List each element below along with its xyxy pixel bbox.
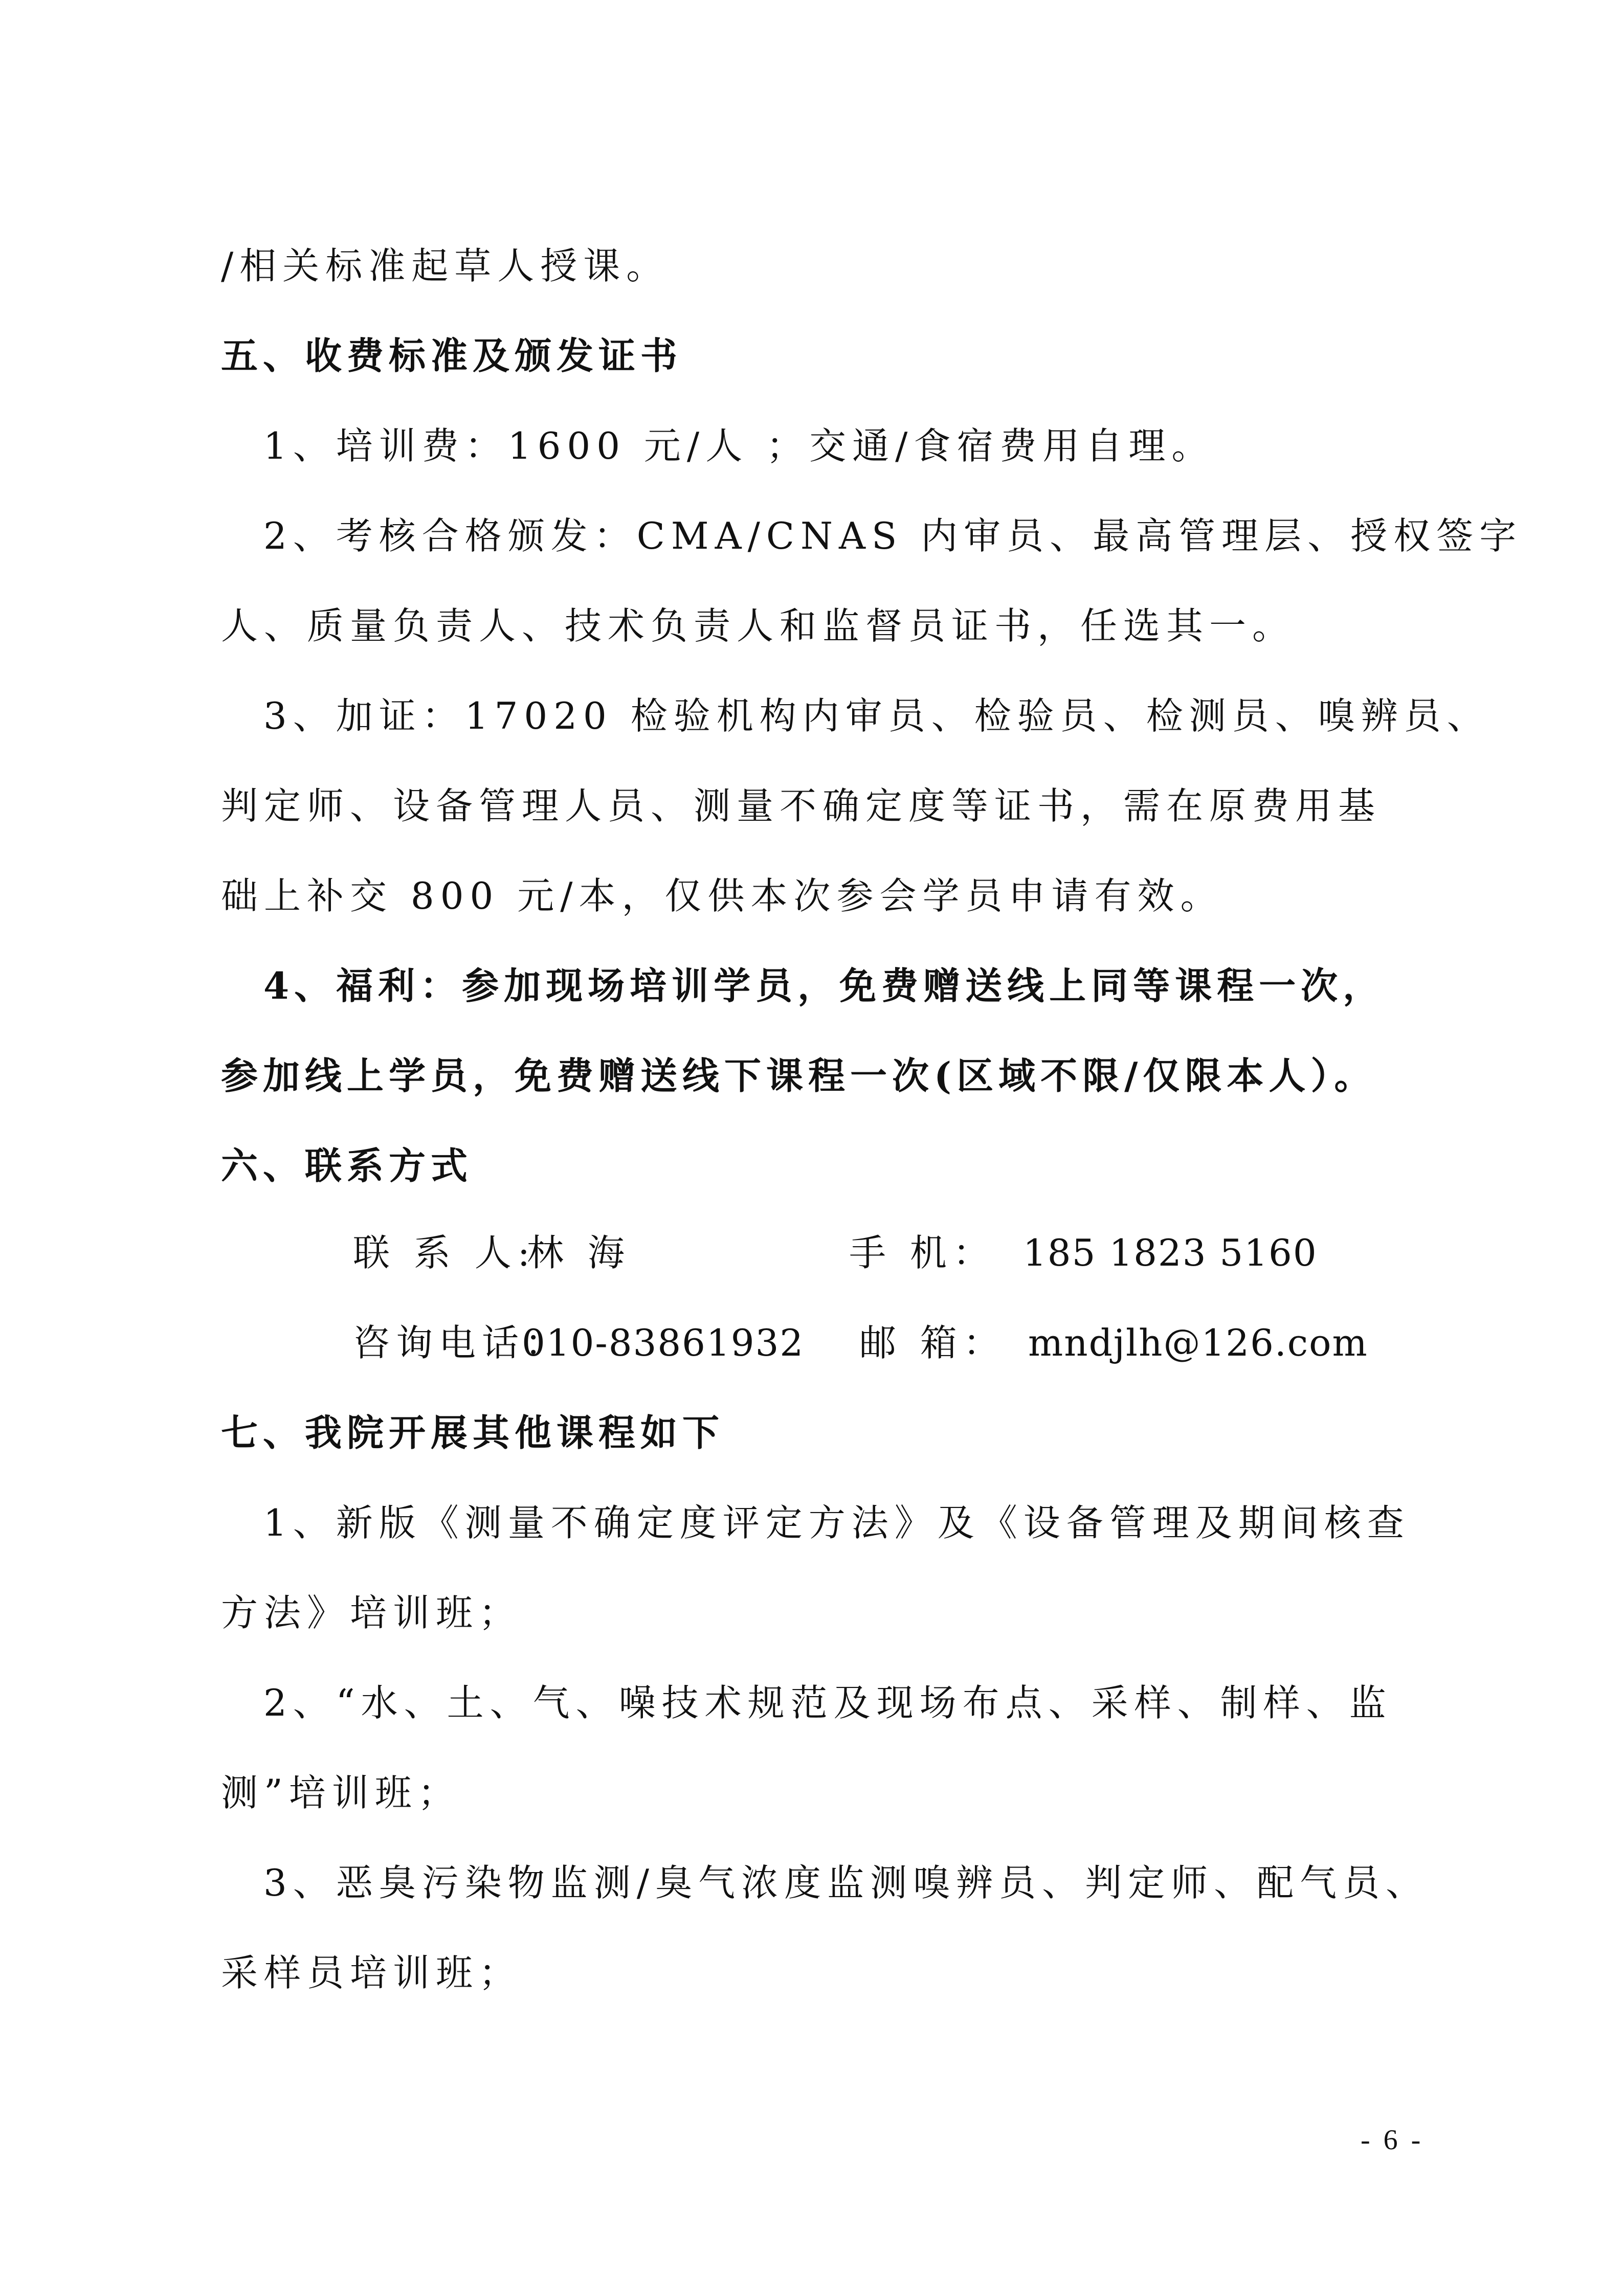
course-item-3: 3、恶臭污染物监测/臭气浓度监测嗅辨员、判定师、配气员、 — [263, 1861, 1429, 1904]
course-item-2-cont: 测”培训班； — [221, 1771, 461, 1814]
section-heading-fees: 五、收费标准及颁发证书 — [221, 334, 683, 377]
benefit-item-4-cont: 参加线上学员，免费赠送线下课程一次(区域不限/仅限本人）。 — [221, 1054, 1376, 1097]
mobile-number: 185 1823 5160 — [1023, 1231, 1318, 1274]
contact-person-label: 联 系 人: — [353, 1231, 537, 1274]
mobile-label: 手 机： — [849, 1231, 996, 1274]
fee-item-3-cont-2: 础上补交 800 元/本，仅供本次参会学员申请有效。 — [221, 874, 1223, 917]
page-number: - 6 - — [1361, 2124, 1424, 2156]
benefit-item-4: 4、福利：参加现场培训学员，免费赠送线上同等课程一次， — [263, 964, 1385, 1007]
continuation-text: /相关标准起草人授课。 — [221, 244, 670, 287]
phone-number: 010-83861932 — [522, 1321, 805, 1364]
course-item-2: 2、“水、土、气、噪技术规范及现场布点、采样、制样、监 — [263, 1681, 1392, 1724]
fee-item-2: 2、考核合格颁发：CMA/CNAS 内审员、最高管理层、授权签字 — [263, 514, 1523, 557]
phone-label: 咨询电话： — [353, 1321, 568, 1364]
course-item-3-cont: 采样员培训班； — [221, 1951, 522, 1994]
email-label: 邮 箱： — [859, 1321, 1006, 1364]
email-address[interactable]: mndjlh@126.com — [1028, 1321, 1368, 1364]
fee-item-2-cont: 人、质量负责人、技术负责人和监督员证书，任选其一。 — [221, 604, 1296, 647]
fee-item-3-cont-1: 判定师、设备管理人员、测量不确定度等证书，需在原费用基 — [221, 784, 1382, 827]
contact-person-name: 林 海 — [527, 1231, 631, 1274]
section-heading-other-courses: 七、我院开展其他课程如下 — [221, 1411, 725, 1454]
fee-item-1: 1、培训费：1600 元/人 ；交通/食宿费用自理。 — [263, 424, 1215, 467]
course-item-1-cont: 方法》培训班； — [221, 1591, 522, 1634]
section-heading-contact: 六、联系方式 — [221, 1144, 473, 1187]
fee-item-3: 3、加证：17020 检验机构内审员、检验员、检测员、嗅辨员、 — [263, 694, 1490, 737]
course-item-1: 1、新版《测量不确定度评定方法》及《设备管理及期间核查 — [263, 1501, 1410, 1544]
